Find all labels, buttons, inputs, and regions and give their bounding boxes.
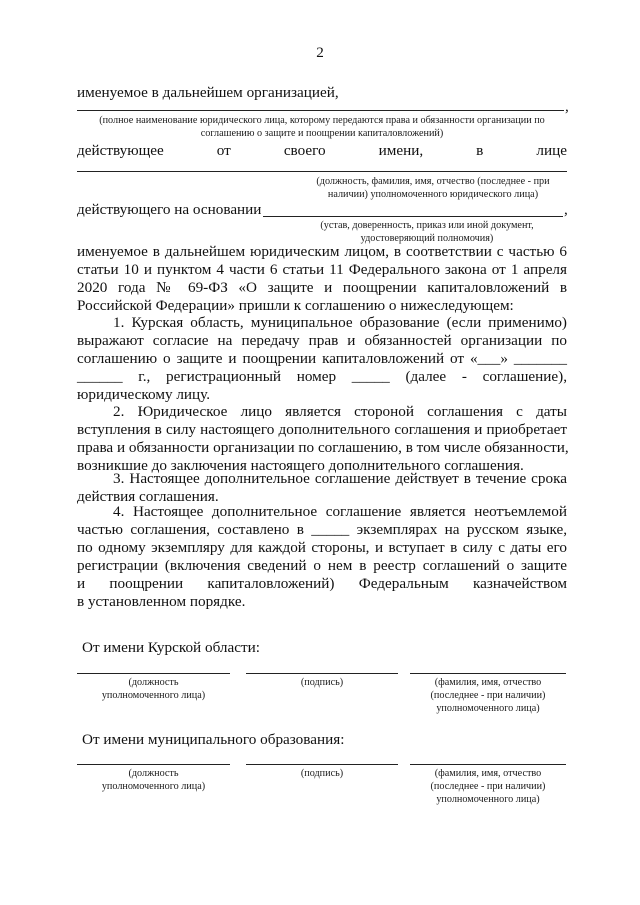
sign-kursk-signature-line bbox=[246, 673, 398, 674]
sign-kursk-title: От имени Курской области: bbox=[82, 639, 260, 656]
sign-kursk-signature-label: (подпись) bbox=[300, 677, 344, 688]
basis-note: (устав, доверенность, приказ или иной документ, удостоверяющий полномочия) bbox=[320, 220, 534, 244]
sign-mun-signature-label: (подпись) bbox=[300, 768, 344, 779]
paragraph-4: 4. Настоящее дополнительное соглашение является неотъемлемой частью соглашения, составлено в _____ экземплярах на русском языке, по одному экземпляру для каждой стороны, и вступает в силу с даты его регистрации (включения сведений о нем в реестр соглашений о защите и поощрении капиталовложений) Федеральным казначейством в установленном порядке. bbox=[77, 503, 567, 610]
paragraph-1: 1. Курская область, муниципальное образование (если применимо) выражают согласие на передачу прав и обязанностей организации по соглашению о защите и поощрении капиталовложений от «___» _______ ______ г., регистрационный номер _____ (далее - соглашение), юридическому лицу. bbox=[77, 314, 567, 403]
org-name-line bbox=[77, 110, 564, 111]
sign-mun-signature-line bbox=[246, 764, 398, 765]
sign-mun-position-line bbox=[77, 764, 230, 765]
sign-kursk-position-line bbox=[77, 673, 230, 674]
intro-text: именуемое в дальнейшем организацией, bbox=[77, 84, 339, 101]
sign-kursk-name-line bbox=[410, 673, 566, 674]
sign-mun-title: От имени муниципального образования: bbox=[82, 731, 345, 748]
sign-kursk-position-label: (должность уполномоченного лица) bbox=[101, 677, 206, 701]
org-name-note: (полное наименование юридического лица, которому передаются права и обязанности организации по соглашению о защите и поощрении капиталовложений) bbox=[99, 115, 545, 139]
paragraph-2: 2. Юридическое лицо является стороной соглашения с даты вступления в силу настоящего дополнительного соглашения и приобретает права и обязанности организации по соглашению, в том числе обязанности, возникшие до заключения настоящего дополнительного соглашения. bbox=[77, 403, 569, 474]
sign-mun-name-line bbox=[410, 764, 566, 765]
acting-line: действующее от своего имени, в лице bbox=[77, 142, 567, 159]
sign-kursk-name-label: (фамилия, имя, отчество (последнее - при наличии) уполномоченного лица) bbox=[430, 677, 546, 714]
sign-mun-position-label: (должность уполномоченного лица) bbox=[101, 768, 206, 792]
basis-text: действующего на основании bbox=[77, 201, 262, 218]
sign-mun-name-label: (фамилия, имя, отчество (последнее - при наличии) уполномоченного лица) bbox=[430, 768, 546, 805]
person-note: (должность, фамилия, имя, отчество (последнее - при наличии) уполномоченного юридического лица) bbox=[316, 176, 550, 200]
basis-comma: , bbox=[564, 201, 568, 218]
page-number: 2 bbox=[316, 44, 324, 61]
paragraph-3: 3. Настоящее дополнительное соглашение действует в течение срока действия соглашения. bbox=[77, 470, 567, 505]
org-name-comma: , bbox=[565, 98, 569, 115]
basis-line bbox=[263, 216, 563, 217]
preamble: именуемое в дальнейшем юридическим лицом, в соответствии с частью 6 статьи 10 и пунктом 4 части 6 статьи 11 Федерального закона от 1 апреля 2020 года № 69-ФЗ «О защите и поощрении капиталовложений в Российской Федерации» пришли к соглашению о нижеследующем: bbox=[77, 243, 567, 314]
person-line bbox=[77, 171, 567, 172]
